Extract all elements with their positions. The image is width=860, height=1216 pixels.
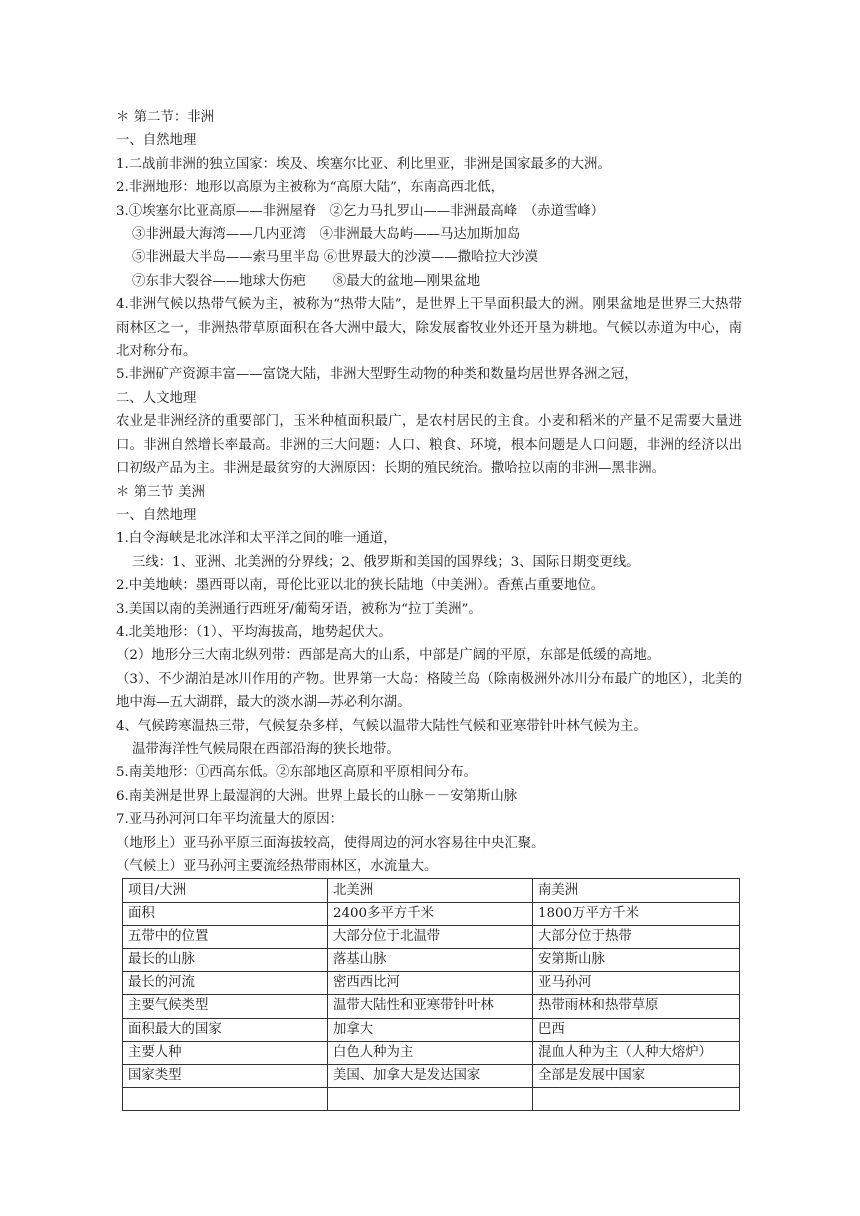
text-line: 1.二战前非洲的独立国家：埃及、埃塞尔比亚、利比里亚，非洲是国家最多的大洲。 bbox=[116, 156, 611, 172]
table-row bbox=[123, 902, 740, 925]
table-row bbox=[123, 972, 740, 995]
text-line: 4.北美地形：（1）、平均海拔高，地势起伏大。 bbox=[116, 624, 392, 640]
text-line: 农业是非洲经济的重要部门，玉米种植面积最广，是农村居民的主食。小麦和稻米的产量不足需要大量进口。非洲自然增长率最高。非洲的三大问题：人口、粮食、环境，根本问题是人口问题，非洲的经济以出口初级产品为主。非洲是最贫穷的大洲原因：长期的殖民统治。撒哈拉以南的非洲—黑非洲。 bbox=[116, 414, 742, 477]
text-line: ⑦东非大裂谷——地球大伤疤 ⑧最大的盆地—刚果盆地 bbox=[132, 273, 481, 289]
table-cell: 热带雨林和热带草原 bbox=[533, 995, 740, 1018]
table-cell: 北美洲 bbox=[328, 879, 533, 902]
text-line: 4、气候跨寒温热三带，气候复杂多样，气候以温带大陆性气候和亚寒带针叶林气候为主。 bbox=[116, 718, 647, 734]
text-line: （地形上）亚马孙平原三面海拔较高，使得周边的河水容易往中央汇聚。 bbox=[116, 835, 545, 851]
table-row bbox=[123, 1041, 740, 1064]
table-cell: 亚马孙河 bbox=[533, 972, 740, 995]
text-line: 5.非洲矿产资源丰富——富饶大陆，非洲大型野生动物的种类和数量均居世界各洲之冠， bbox=[116, 367, 638, 383]
text-line: ＊ 第三节 美洲 bbox=[116, 484, 205, 500]
table-cell: 大部分位于北温带 bbox=[328, 925, 533, 948]
table-row bbox=[123, 995, 740, 1018]
table-cell: 1800万平方千米 bbox=[533, 902, 740, 925]
text-line: 3.①埃塞尔比亚高原——非洲屋脊 ②乞力马扎罗山——非洲最高峰 （赤道雪峰） bbox=[116, 203, 605, 219]
table-cell: 白色人种为主 bbox=[328, 1041, 533, 1064]
table-cell: 全部是发展中国家 bbox=[533, 1064, 740, 1087]
table-cell: 主要人种 bbox=[123, 1041, 328, 1064]
text-line: 2.中美地峡：墨西哥以南，哥伦比亚以北的狭长陆地（中美洲）。香蕉占重要地位。 bbox=[116, 578, 605, 594]
document-body bbox=[116, 106, 742, 1111]
table-cell: 面积最大的国家 bbox=[123, 1018, 328, 1041]
text-line: （3）、不少湖泊是冰川作用的产物。世界第一大岛：格陵兰岛（除南极洲外冰川分布最广的地区），北美的地中海—五大湖群，最大的淡水湖—苏必利尔湖。 bbox=[116, 671, 742, 711]
text-line: 7.亚马孙河河口年平均流量大的原因： bbox=[116, 812, 344, 828]
table-cell: 最长的河流 bbox=[123, 972, 328, 995]
text-line: 一、自然地理 bbox=[116, 507, 197, 523]
text-line: （2）地形分三大南北纵列带：西部是高大的山系，中部是广阔的平原，东部是低缓的高地。 bbox=[116, 648, 661, 664]
table-row bbox=[123, 1064, 740, 1087]
table-cell: 温带大陆性和亚寒带针叶林 bbox=[328, 995, 533, 1018]
table-cell bbox=[123, 1088, 328, 1111]
table-row bbox=[123, 925, 740, 948]
text-line: 5.南美地形：①西高东低。②东部地区高原和平原相间分布。 bbox=[116, 765, 477, 781]
text-line: ＊ 第二节：非洲 bbox=[116, 110, 214, 125]
table-cell: 最长的山脉 bbox=[123, 948, 328, 971]
text-line: 4.非洲气候以热带气候为主，被称为“热带大陆”，是世界上干旱面积最大的洲。刚果盆地是世界三大热带雨林区之一，非洲热带草原面积在各大洲中最大，除发展畜牧业外还开垦为耕地。气候以赤道为中心，南北对称分布。 bbox=[116, 297, 742, 360]
table-cell: 安第斯山脉 bbox=[533, 948, 740, 971]
comparison-table bbox=[122, 878, 740, 1111]
table-cell: 大部分位于热带 bbox=[533, 925, 740, 948]
table-cell: 落基山脉 bbox=[328, 948, 533, 971]
table-cell: 国家类型 bbox=[123, 1064, 328, 1087]
text-line: 温带海洋性气候局限在西部沿海的狭长地带。 bbox=[132, 741, 400, 757]
text-line: ⑤非洲最大半岛——索马里半岛 ⑥世界最大的沙漠——撒哈拉大沙漠 bbox=[132, 250, 538, 266]
table-row bbox=[123, 1088, 740, 1111]
table-cell: 美国、加拿大是发达国家 bbox=[328, 1064, 533, 1087]
text-line: 3.美国以南的美洲通行西班牙/葡萄牙语，被称为“拉丁美洲”。 bbox=[116, 601, 482, 617]
table-header-row bbox=[123, 879, 740, 902]
text-line: 二、人文地理 bbox=[116, 390, 197, 406]
table-cell bbox=[328, 1088, 533, 1111]
table-cell: 主要气候类型 bbox=[123, 995, 328, 1018]
table-cell: 混血人种为主（人种大熔炉） bbox=[533, 1041, 740, 1064]
table-cell: 加拿大 bbox=[328, 1018, 533, 1041]
text-line: （气候上）亚马孙河主要流经热带雨林区，水流量大。 bbox=[116, 859, 438, 874]
table-cell: 南美洲 bbox=[533, 879, 740, 902]
text-line: 6.南美洲是世界上最湿润的大洲。世界上最长的山脉－－安第斯山脉 bbox=[116, 788, 518, 804]
text-lines bbox=[116, 106, 742, 878]
table-row bbox=[123, 948, 740, 971]
table-cell: 密西西比河 bbox=[328, 972, 533, 995]
table-row bbox=[123, 1018, 740, 1041]
table-cell: 项目/大洲 bbox=[123, 879, 328, 902]
text-line: 2.非洲地形：地形以高原为主被称为“高原大陆”，东南高西北低， bbox=[116, 180, 505, 196]
table-cell: 2400多平方千米 bbox=[328, 902, 533, 925]
text-line: 1.白令海峡是北冰洋和太平洋之间的唯一通道， bbox=[116, 531, 397, 547]
table-cell: 面积 bbox=[123, 902, 328, 925]
text-line: 一、自然地理 bbox=[116, 133, 197, 149]
text-line: 三线：1、亚洲、北美洲的分界线；2、俄罗斯和美国的国界线；3、国际日期变更线。 bbox=[132, 554, 640, 570]
table-cell: 五带中的位置 bbox=[123, 925, 328, 948]
text-line: ③非洲最大海湾——几内亚湾 ④非洲最大岛屿——马达加斯加岛 bbox=[132, 227, 521, 243]
table-cell: 巴西 bbox=[533, 1018, 740, 1041]
table-cell bbox=[533, 1088, 740, 1111]
